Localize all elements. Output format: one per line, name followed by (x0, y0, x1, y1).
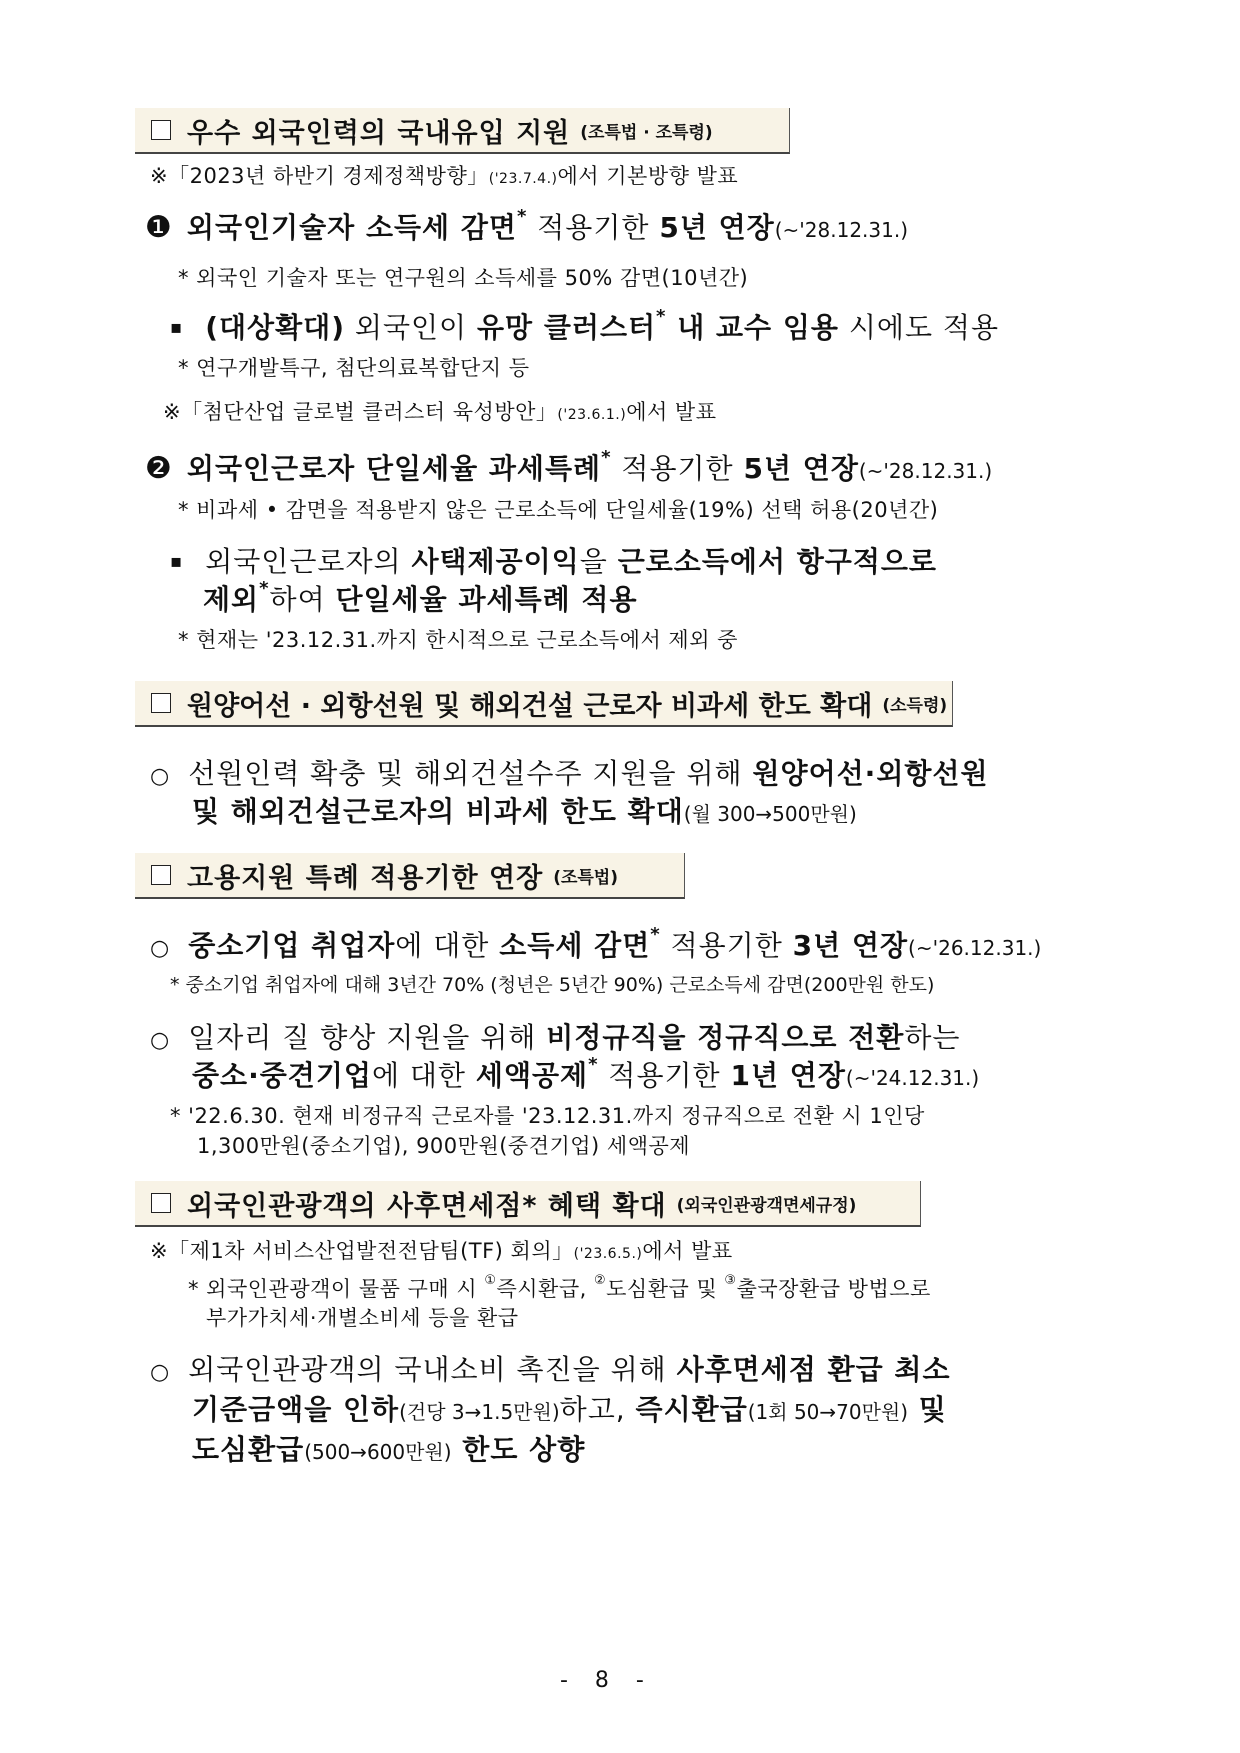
item-seafarer-limit-line2: 및 해외건설근로자의 비과세 한도 확대(월 300→500만원) (192, 795, 857, 828)
section-law-ref: (소득령) (882, 695, 948, 716)
item-refund-threshold: ○ 외국인관광객의 국내소비 촉진을 위해 사후면세점 환급 최소 (150, 1353, 951, 1386)
circle-bullet-icon: ○ (150, 936, 171, 961)
footnote: * 연구개발특구, 첨단의료복합단지 등 (178, 356, 530, 380)
section-header-tax-refund-shop (135, 1181, 921, 1227)
checkbox-square-icon (151, 865, 171, 885)
section-law-ref: (조특법) (553, 867, 618, 888)
footnote: * 외국인관광객이 물품 구매 시 ①즉시환급, ②도심환급 및 ③출국장환급 방법으로 (188, 1273, 931, 1301)
section-title: 우수 외국인력의 국내유입 지원 (187, 117, 571, 149)
circle-bullet-icon: ○ (150, 1360, 171, 1385)
footnote: * '22.6.30. 현재 비정규직 근로자를 '23.12.31.까지 정규직으로 전환 시 1인당 (170, 1104, 925, 1128)
circle-bullet-icon: ○ (150, 1028, 171, 1053)
checkbox-square-icon (151, 693, 171, 713)
item-refund-threshold-line3: 도심환급(500→600만원) 한도 상향 (192, 1433, 586, 1466)
section-law-ref: (외국인관광객면세규정) (676, 1195, 857, 1216)
section-header-seafarer-limit (135, 681, 953, 727)
item-regular-conversion-credit: ○ 일자리 질 향상 지원을 위해 비정규직을 정규직으로 전환하는 (150, 1021, 961, 1054)
item-sme-employee-tax: ○ 중소기업 취업자에 대한 소득세 감면* 적용기한 3년 연장(~'26.12.31.) (150, 924, 1042, 962)
section-title: 고용지원 특례 적용기한 연장 (187, 862, 544, 894)
section-header-employment-support (135, 853, 685, 899)
checkbox-square-icon (151, 120, 171, 140)
footnote: * 중소기업 취업자에 대해 3년간 70% (청년은 5년간 90%) 근로소득세 감면(200만원 한도) (170, 974, 935, 996)
footnote-continued: 부가가치세·개별소비세 등을 환급 (206, 1306, 519, 1330)
section-title: 외국인관광객의 사후면세점* 혜택 확대 (187, 1190, 667, 1222)
section-law-ref: (조특법 · 조특령) (580, 122, 713, 143)
item-refund-threshold-line2: 기준금액을 인하(건당 3→1.5만원)하고, 즉시환급(1회 50→70만원) 및 (192, 1393, 947, 1426)
footnote-continued: 1,300만원(중소기업), 900만원(중견기업) 세액공제 (197, 1134, 691, 1158)
item-foreign-worker-flat-tax: ❷ 외국인근로자 단일세율 과세특례* 적용기한 5년 연장(~'28.12.31.) (145, 447, 993, 486)
section-title: 원양어선 · 외항선원 및 해외건설 근로자 비과세 한도 확대 (187, 690, 873, 722)
checkbox-square-icon (151, 1193, 171, 1213)
section-header-foreign-talent (135, 108, 790, 154)
footnote: * 비과세 • 감면을 적용받지 않은 근로소득에 단일세율(19%) 선택 허용(20년간) (178, 498, 939, 522)
number-1-icon: ❶ (145, 210, 173, 245)
page-number: - 8 - (560, 1668, 654, 1693)
circle-bullet-icon: ○ (150, 764, 171, 789)
square-bullet-icon: ▪ (170, 317, 184, 338)
number-2-icon: ❷ (145, 451, 173, 486)
sub-item-housing-benefit: ▪ 외국인근로자의 사택제공이익을 근로소득에서 항구적으로 (170, 545, 937, 578)
square-bullet-icon: ▪ (170, 551, 184, 572)
sub-item-housing-benefit-line2: 제외*하여 단일세율 과세특례 적용 (203, 578, 638, 616)
footnote: * 현재는 '23.12.31.까지 한시적으로 근로소득에서 제외 중 (178, 628, 738, 652)
item-foreign-engineer-tax: ❶ 외국인기술자 소득세 감면* 적용기한 5년 연장(~'28.12.31.) (145, 206, 909, 245)
reference-note: ※「제1차 서비스산업발전전담팀(TF) 회의」('23.6.5.)에서 발표 (150, 1239, 733, 1263)
item-seafarer-limit: ○ 선원인력 확충 및 해외건설수주 지원을 위해 원양어선·외항선원 (150, 757, 989, 790)
reference-note: ※「첨단산업 글로벌 클러스터 육성방안」('23.6.1.)에서 발표 (163, 400, 717, 424)
reference-note: ※「2023년 하반기 경제정책방향」('23.7.4.)에서 기본방향 발표 (150, 164, 739, 188)
sub-item-target-expansion: ▪ (대상확대) 외국인이 유망 클러스터* 내 교수 임용 시에도 적용 (170, 306, 1000, 344)
footnote: * 외국인 기술자 또는 연구원의 소득세를 50% 감면(10년간) (178, 266, 749, 290)
item-regular-conversion-credit-line2: 중소·중견기업에 대한 세액공제* 적용기한 1년 연장(~'24.12.31.) (192, 1054, 980, 1092)
